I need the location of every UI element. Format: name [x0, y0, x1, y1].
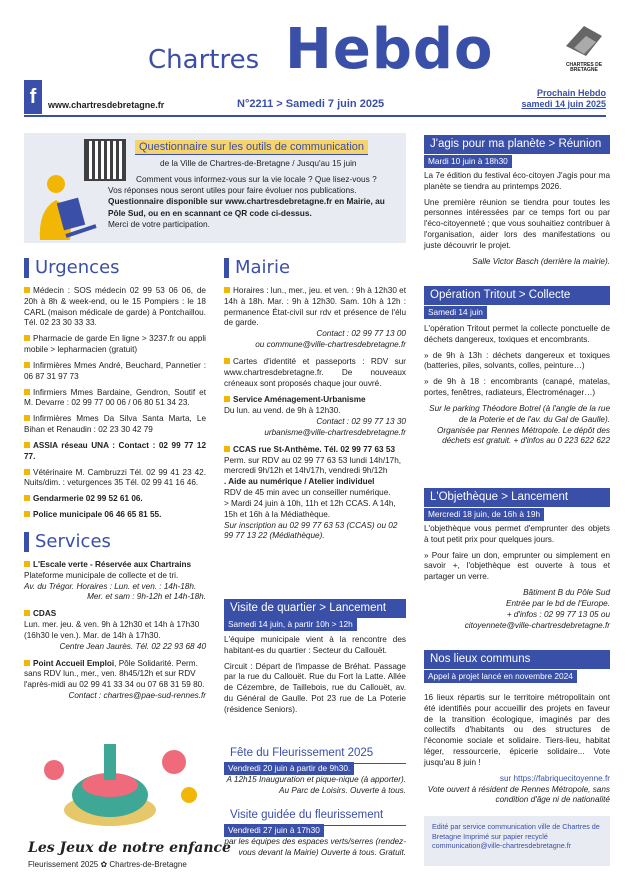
urgences-item: Police municipale 06 46 65 81 55. [24, 510, 206, 521]
urba-title: Service Aménagement-Urbanisme [224, 395, 406, 406]
footer-text: Edité par service communication ville de Chartres de Bretagne Imprimé sur papier recyclé communication@ville-chartresdebretagne.fr [432, 822, 600, 851]
mairie-body [224, 286, 406, 542]
tritout-p2: » de 9h à 13h : déchets dangereux et toxiques (batteries, piles, solvants, colles, peinture…) [424, 350, 610, 371]
jagis-p2: Une première réunion se tiendra pour toutes les personnes intéressées par ce temps fort ou par l'éco-citoyenneté ; que vous souhaitiez contribuer à l'organisation, aider lors des manifestations ou juste découvrir le projet. [424, 197, 610, 250]
fete-heading: Fête du Fleurissement 2025 [224, 744, 406, 764]
cdas-line1: Lun. mer. jeu. & ven. 9h à 12h30 et 14h à 17h30 (16h30 le ven.). Mar. de 14h à 17h30. [24, 620, 200, 640]
visite-date: Samedi 14 juin, à partir 10h > 12h [224, 618, 357, 631]
ccas-title: CCAS rue St-Anthème. Tél. 02 99 77 63 53 [224, 445, 406, 456]
urgences-item: Infirmiers Mmes Bardaine, Gendron, Soutif et M. Devarre : 02 99 77 00 06 / 06 80 51 34 23. [24, 387, 206, 408]
mairie-cartes: Cartes d'identité et passeports : RDV sur www.chartresdebretagne.fr. De nouveaux créneaux sont proposés chaque jour ouvré. [224, 356, 406, 388]
city-logo-icon [560, 22, 608, 60]
aide-line3: Sur inscription au 02 99 77 63 53 (CCAS) ou 02 99 77 13 22 (Médiathèque). [224, 520, 398, 541]
header-divider [24, 115, 606, 117]
spinning-top-illustration [24, 740, 206, 840]
next-issue [521, 88, 606, 110]
objetheque-p1: L'objethèque vous permet d'emprunter des objets à tout petit prix pour quelques jours. [424, 523, 610, 544]
objetheque-date: Mercredi 18 juin, de 16h à 19h [424, 508, 544, 521]
mairie-contact1: Contact : 02 99 77 13 00 [316, 329, 406, 339]
urba-line1: Du lun. au vend. de 9h à 12h30. [224, 406, 341, 416]
spinning-top-icon [24, 740, 206, 840]
services-body [24, 560, 206, 702]
next-issue-label: Prochain Hebdo [536, 88, 606, 98]
questionnaire-line2: Vos réponses nous seront utiles pour faire évoluer nos publications. [108, 185, 357, 196]
aide-title: . Aide au numérique / Atelier individuel [224, 477, 375, 487]
urgences-item: Gendarmerie 02 99 52 61 06. [24, 494, 206, 505]
objetheque-p6[interactable]: citoyennete@ville-chartresdebretagne.fr [464, 620, 610, 630]
escale-line1: Plateforme municipale de collecte et de tri. [24, 570, 179, 580]
objetheque-p5: + d'infos : 02 99 77 13 05 ou [506, 609, 610, 619]
jagis-date: Mardi 10 juin à 18h30 [424, 155, 512, 168]
objetheque-p4: Entrée par le bd de l'Europe. [506, 598, 610, 608]
urgences-item: Vétérinaire M. Cambruzzi Tél. 02 99 41 23 42. Nuits/dim. : veturgences 35 Tél. 02 99 41 16 46. [24, 467, 206, 488]
communs-p3: Vote ouvert à résident de Rennes Métropole, sans condition d'âge ni de nationalité [427, 784, 610, 805]
pae-block: Point Accueil Emploi, Pôle Solidarité. Perm. sans RDV lun., mer., ven. 8h45/12h et sur RDV l'après-midi au 02 99 41 33 34 ou 07 68 31 59 80. [24, 658, 205, 690]
facebook-icon[interactable]: f [24, 80, 42, 114]
communs-p2[interactable]: sur https://fabriquecitoyenne.fr [499, 773, 610, 783]
fete-date: Vendredi 20 juin à partir de 9h30. [224, 762, 354, 775]
urgences-list [24, 286, 206, 526]
urgences-item: Infirmières Mmes André, Beuchard, Pannetier : 06 87 31 97 73 [24, 360, 206, 381]
objetheque-p2: » Pour faire un don, emprunter ou simplement en savoir +, l'objethèque est ouverte à tous et partager un verre. [424, 550, 610, 582]
city-logo [560, 22, 608, 74]
masthead-chartres: Chartres [148, 45, 260, 75]
questionnaire-line4: Merci de votre participation. [108, 218, 210, 229]
tritout-p4: Sur le parking Théodore Botrel (à l'angle de la rue de la Poterie et de l'av. du Gal de Gaulle). Organisée par Rennes Métropole. Le dépôt des déchets est gratuit. + d'infos au 0 223 622 622 [429, 403, 610, 446]
fete-line1: A 12h15 Inauguration et pique-nique (à apporter). Au Parc de Loisirs. Ouverte à tous. [226, 774, 406, 795]
visite-p1: L'équipe municipale vient à la rencontre des habitant-es du quartier : Secteur du Callouët. [224, 634, 406, 655]
escale-line3: Mer. et sam : 9h-12h et 14h-18h. [87, 592, 206, 602]
communs-date: Appel à projet lancé en novembre 2024 [424, 670, 577, 683]
footer-credits [424, 816, 610, 866]
next-issue-date: samedi 14 juin 2025 [521, 98, 606, 109]
services-heading: Services [24, 532, 111, 552]
urgences-item: Infirmières Mmes Da Silva Santa Marta, Le Bihan et Renaudin : 02 23 30 42 79 [24, 414, 206, 435]
communs-heading: Nos lieux communs [424, 650, 610, 669]
visite-p2: Circuit : Départ de l'impasse de Bréhat. Passage par la rue du Callouët. Rue du Fort la Latte. Allée de Cézembre, de Taillebois, rue du Callouët, av. du Général de Gaulle. Pot 23 rue de La Poterie (résidence Seniors). [224, 661, 406, 714]
aide-line2: > Mardi 24 juin à 10h, 11h et 12h CCAS. A 14h, 15h et 16h à la Médiathèque. [224, 498, 396, 519]
ccas-line1: Perm. sur RDV au 02 99 77 63 53 lundi 14h/17h, mercredi 9h/12h et 14h/17h, vendredi 9h/12h [224, 455, 402, 476]
jeux-title: Les Jeux de notre enfance [28, 840, 231, 856]
visite-guidee-date: Vendredi 27 juin à 17h30 [224, 824, 324, 837]
city-logo-text: CHARTRES DE BRETAGNE [565, 62, 603, 74]
mairie-horaires: Horaires : lun., mer., jeu. et ven. : 9h à 12h30 et 14h à 18h. Mar. : 9h à 12h30. Sam. 10h à 12h : permanence État-civil sur rdv et présence de l'élu de garde. [224, 286, 406, 328]
questionnaire-line3: Questionnaire disponible sur www.chartresdebretagne.fr en Mairie, au Pôle Sud, ou en en scannant ce QR code ci-dessus. [108, 196, 385, 218]
reader-illustration-icon [30, 170, 102, 242]
tritout-body [424, 306, 610, 452]
visite-body [224, 618, 406, 721]
tritout-p1: L'opération Tritout permet la collecte ponctuelle de déchets dangereux, toxiques et encombrants. [424, 323, 610, 344]
reader-illustration [30, 170, 102, 242]
urgences-heading: Urgences [24, 258, 120, 278]
tritout-heading: Opération Tritout > Collecte [424, 286, 610, 305]
urgences-item: Médecin : SOS médecin 02 99 53 06 06, de 20h à 8h & week-end, ou le 15 Pompiers : le 18 CARL (maison médicale de garde) à Pontchaillou. Tél. 02 23 30 33 33. [24, 286, 206, 328]
website-link[interactable]: www.chartresdebretagne.fr [48, 100, 165, 110]
cdas-title: CDAS [24, 609, 206, 620]
questionnaire-line1: Comment vous informez-vous sur la vie locale ? Que lisez-vous ? [136, 174, 377, 184]
communs-p1: 16 lieux répartis sur le territoire métropolitain ont été identifiés pour accueillir des projets en faveur de la transition écologique, imaginés par des collectifs d'habitants ou des structures de l'économie sociale et solidaire. Tiers-lieu, habitat léger, ressourcerie, épicerie solidaire... Vote jusqu'au 8 juin ! [424, 692, 610, 767]
objetheque-body [424, 508, 610, 631]
masthead-hebdo: Hebdo [285, 17, 494, 82]
objetheque-p3: Bâtiment B du Pôle Sud [523, 588, 610, 598]
jagis-heading: J'agis pour ma planète > Réunion [424, 135, 610, 154]
urgences-item: ASSIA réseau UNA : Contact : 02 99 77 12 77. [24, 440, 206, 461]
issue-number: N°2211 > Samedi 7 juin 2025 [237, 98, 385, 110]
objetheque-heading: L'Objethèque > Lancement [424, 488, 610, 507]
fete-body [224, 762, 406, 797]
tritout-p3: » de 9h à 18 : encombrants (canapé, matelas, portes, fenêtres, radiateurs, Électroménager…) [424, 377, 610, 398]
questionnaire-subtitle: de la Ville de Chartres-de-Bretagne / Jusqu'au 15 juin [160, 158, 357, 168]
urba-contact2[interactable]: urbanisme@ville-chartresdebretagne.fr [264, 427, 406, 437]
urba-contact1: Contact : 02 99 77 13 30 [316, 417, 406, 427]
jagis-body [424, 155, 610, 273]
tritout-date: Samedi 14 juin [424, 306, 487, 319]
questionnaire-title: Questionnaire sur les outils de communication [135, 140, 368, 155]
communs-body [424, 670, 610, 806]
mairie-contact2[interactable]: ou commune@ville-chartresdebretagne.fr [255, 340, 406, 350]
visite-guidee-line1: par les équipes des espaces verts/serres (rendez-vous devant la Mairie) Ouverte à tous. Gratuit. [224, 836, 406, 857]
jagis-place: Salle Victor Basch (derrière la mairie). [472, 256, 610, 266]
aide-line1: RDV de 45 min avec un conseiller numérique. [224, 488, 391, 498]
escale-line2: Av. du Trégor. Horaires : Lun. et ven. : 14h-18h. [24, 581, 197, 591]
visite-heading: Visite de quartier > Lancement [224, 599, 406, 618]
urgences-item: Pharmacie de garde En ligne > 3237.fr ou appli mobile > lepharmacien (gratuit) [24, 334, 206, 355]
escale-title: L'Escale verte - Réservée aux Chartrains [24, 560, 206, 571]
jagis-p1: La 7e édition du festival éco-citoyen J'agis pour ma planète se tiendra au printemps 2026. [424, 170, 610, 191]
cdas-line2: Centre Jean Jaurès. Tél. 02 22 93 68 40 [59, 641, 206, 651]
visite-guidee-body [224, 824, 406, 859]
pae-contact[interactable]: Contact : chartres@pae-sud-rennes.fr [68, 691, 206, 701]
jeux-subtitle: Fleurissement 2025 ✿ Chartres-de-Bretagne [28, 860, 187, 869]
visite-guidee-heading: Visite guidée du fleurissement [224, 806, 406, 826]
questionnaire-body [108, 174, 403, 230]
mairie-heading: Mairie [224, 258, 290, 278]
